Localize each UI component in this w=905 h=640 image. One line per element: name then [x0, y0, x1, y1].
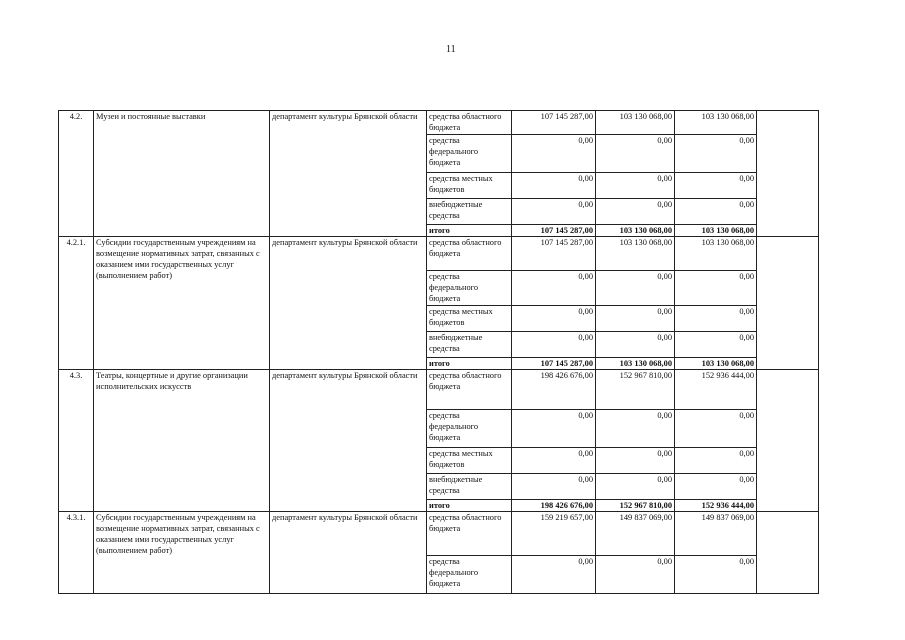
item-name: Субсидии государственным учреждениям на возмещение нормативных затрат, связанных с оказанием ими государственных услуг (выполнением работ): [94, 237, 270, 370]
amount-year-3: 0,00: [675, 410, 757, 448]
amount-year-2: 103 130 068,00: [596, 237, 675, 271]
amount-year-3: 0,00: [675, 306, 757, 332]
funding-source: средства местных бюджетов: [427, 448, 512, 474]
amount-year-2: 0,00: [596, 135, 675, 173]
item-number: 4.3.: [59, 370, 94, 512]
amount-year-2: 103 130 068,00: [596, 111, 675, 135]
amount-year-1: 0,00: [512, 410, 596, 448]
amount-year-1: 0,00: [512, 306, 596, 332]
amount-year-2: 0,00: [596, 173, 675, 199]
funding-source: средства областного бюджета: [427, 370, 512, 410]
funding-source: средства областного бюджета: [427, 111, 512, 135]
item-name: Театры, концертные и другие организации исполнительских искусств: [94, 370, 270, 512]
table-row: [59, 111, 819, 135]
table-row: [59, 237, 819, 271]
budget-table: [58, 110, 819, 594]
amount-year-3: 103 130 068,00: [675, 358, 757, 370]
amount-year-2: 152 967 810,00: [596, 500, 675, 512]
amount-year-2: 149 837 069,00: [596, 512, 675, 556]
amount-year-2: 0,00: [596, 448, 675, 474]
amount-year-2: 103 130 068,00: [596, 225, 675, 237]
amount-year-3: 0,00: [675, 474, 757, 500]
amount-year-2: 0,00: [596, 474, 675, 500]
amount-year-3: 152 936 444,00: [675, 500, 757, 512]
amount-year-1: 159 219 657,00: [512, 512, 596, 556]
item-name: Субсидии государственным учреждениям на возмещение нормативных затрат, связанных с оказанием ими государственных услуг (выполнением работ): [94, 512, 270, 594]
item-executor: департамент культуры Брянской области: [270, 111, 427, 237]
funding-source: средства местных бюджетов: [427, 306, 512, 332]
amount-year-3: 0,00: [675, 556, 757, 594]
amount-year-1: 0,00: [512, 474, 596, 500]
amount-year-1: 107 145 287,00: [512, 237, 596, 271]
item-number: 4.3.1.: [59, 512, 94, 594]
amount-year-3: 103 130 068,00: [675, 111, 757, 135]
amount-year-1: 0,00: [512, 173, 596, 199]
amount-year-3: 152 936 444,00: [675, 370, 757, 410]
item-number: 4.2.: [59, 111, 94, 237]
amount-year-2: 0,00: [596, 410, 675, 448]
table-row: [59, 370, 819, 410]
amount-year-1: 198 426 676,00: [512, 500, 596, 512]
amount-year-2: 0,00: [596, 199, 675, 225]
funding-source: средства федерального бюджета: [427, 135, 512, 173]
funding-source: средства областного бюджета: [427, 237, 512, 271]
amount-year-3: 0,00: [675, 332, 757, 358]
amount-year-3: 0,00: [675, 271, 757, 306]
empty-cell: [757, 111, 819, 237]
amount-year-3: 103 130 068,00: [675, 237, 757, 271]
amount-year-3: 0,00: [675, 135, 757, 173]
amount-year-1: 198 426 676,00: [512, 370, 596, 410]
amount-year-3: 0,00: [675, 173, 757, 199]
funding-source: средства федерального бюджета: [427, 556, 512, 594]
amount-year-1: 0,00: [512, 448, 596, 474]
empty-cell: [757, 512, 819, 594]
funding-source: средства федерального бюджета: [427, 271, 512, 306]
amount-year-1: 0,00: [512, 271, 596, 306]
amount-year-1: 0,00: [512, 199, 596, 225]
amount-year-3: 149 837 069,00: [675, 512, 757, 556]
funding-source: внебюджетные средства: [427, 474, 512, 500]
amount-year-3: 0,00: [675, 199, 757, 225]
amount-year-3: 103 130 068,00: [675, 225, 757, 237]
amount-year-2: 152 967 810,00: [596, 370, 675, 410]
amount-year-2: 0,00: [596, 271, 675, 306]
item-executor: департамент культуры Брянской области: [270, 512, 427, 594]
empty-cell: [757, 370, 819, 512]
funding-source: итого: [427, 500, 512, 512]
amount-year-1: 0,00: [512, 332, 596, 358]
item-number: 4.2.1.: [59, 237, 94, 370]
amount-year-3: 0,00: [675, 448, 757, 474]
funding-source: внебюджетные средства: [427, 332, 512, 358]
table-row: [59, 512, 819, 556]
amount-year-1: 0,00: [512, 135, 596, 173]
amount-year-1: 107 145 287,00: [512, 358, 596, 370]
amount-year-2: 103 130 068,00: [596, 358, 675, 370]
amount-year-1: 107 145 287,00: [512, 225, 596, 237]
funding-source: внебюджетные средства: [427, 199, 512, 225]
item-executor: департамент культуры Брянской области: [270, 237, 427, 370]
funding-source: средства местных бюджетов: [427, 173, 512, 199]
amount-year-2: 0,00: [596, 556, 675, 594]
funding-source: средства областного бюджета: [427, 512, 512, 556]
item-name: Музеи и постоянные выставки: [94, 111, 270, 237]
amount-year-2: 0,00: [596, 306, 675, 332]
funding-source: средства федерального бюджета: [427, 410, 512, 448]
amount-year-1: 0,00: [512, 556, 596, 594]
amount-year-1: 107 145 287,00: [512, 111, 596, 135]
item-executor: департамент культуры Брянской области: [270, 370, 427, 512]
funding-source: итого: [427, 358, 512, 370]
page-number: 11: [446, 44, 456, 55]
funding-source: итого: [427, 225, 512, 237]
empty-cell: [757, 237, 819, 370]
amount-year-2: 0,00: [596, 332, 675, 358]
